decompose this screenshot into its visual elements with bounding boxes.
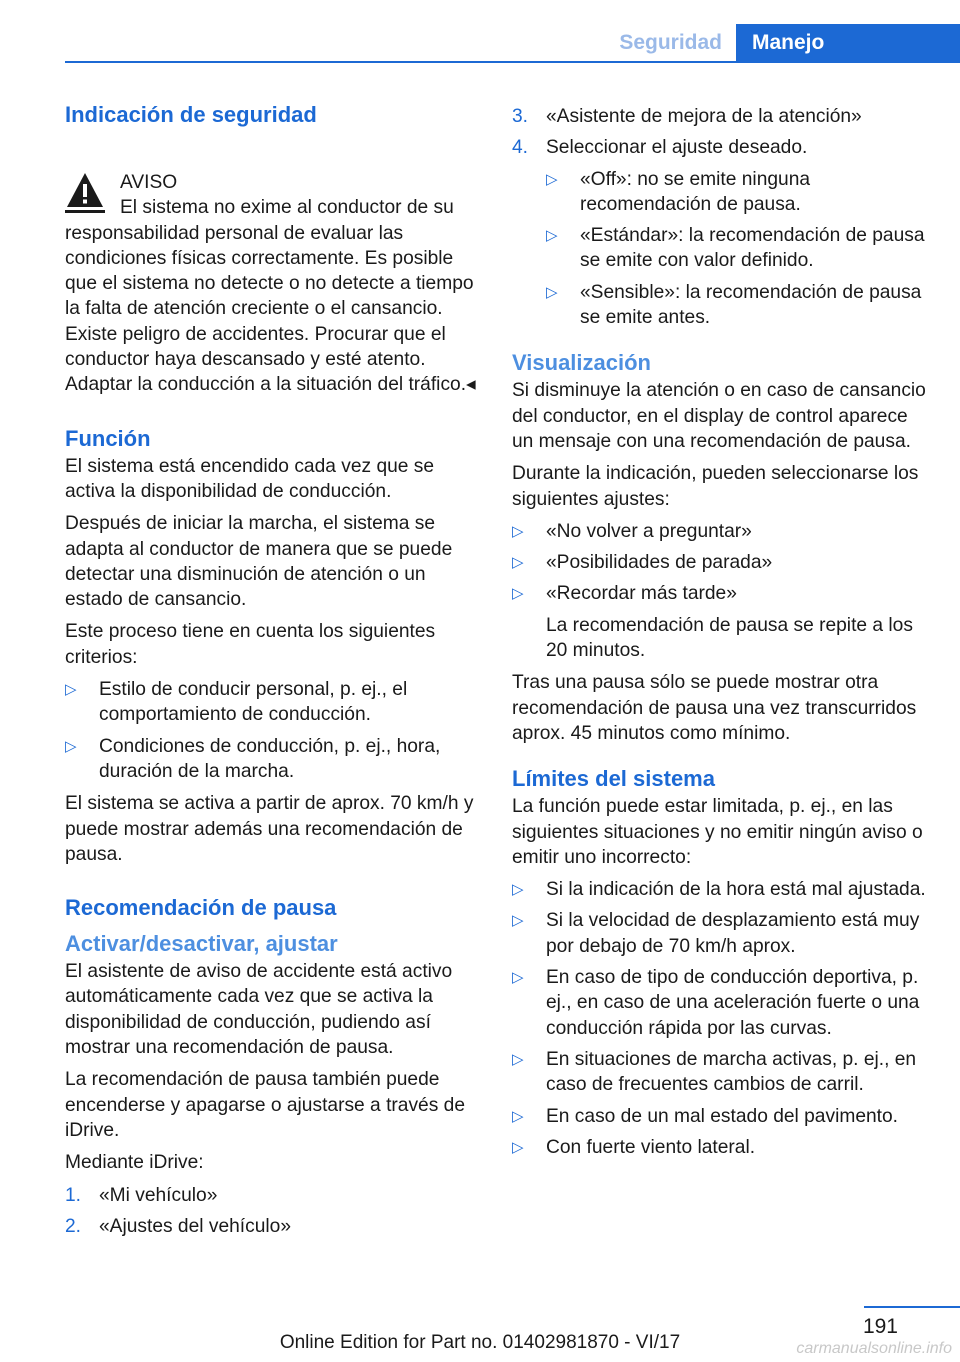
idrive-steps-continued [512,104,932,330]
list-item: ▷ Si la indicación de la hora está mal ajustada. [512,877,932,902]
list-item: ▷ «Recordar más tarde» La recomendación de pausa se repite a los 20 minutos. [512,583,913,662]
step-item: 2. «Ajustes del vehículo» [65,1215,291,1237]
step-item: 3. «Asistente de mejora de la atención» [512,106,862,127]
function-paragraph: El sistema está encendido cada vez que se activa la disponibilidad de conducción. [65,455,435,502]
list-item: ▷ «No volver a preguntar» [512,519,932,544]
warning-icon [65,170,105,214]
list-item: ▷ Con fuerte viento lateral. [512,1135,932,1160]
triangle-bullet-icon: ▷ [512,585,524,603]
triangle-bullet-icon: ▷ [512,522,524,540]
display-paragraph: Tras una pausa sólo se puede mostrar otra recomendación de pausa una vez transcurridos aprox. 45 minutos como mínimo. [512,672,917,744]
display-paragraph: Si disminuye la atención o en caso de cansancio del conductor, en el display de control aparece un mensaje con una recomendación de pausa. [512,380,926,452]
limits-paragraph: La función puede estar limitada, p. ej., en las siguientes situaciones y no emitir ningún aviso o emitir uno incorrecto: [512,796,923,868]
list-item: ▷ Condiciones de conducción, p. ej., hora, duración de la marcha. [65,735,441,782]
list-item: ▷ Estilo de conducir personal, p. ej., el comportamiento de conducción. [65,679,408,726]
list-item: ▷ En situaciones de marcha activas, p. ej., en caso de frecuentes cambios de carril. [512,1048,917,1096]
left-column [65,100,480,1246]
tab-manejo[interactable]: Manejo [736,24,960,61]
page-number: 191 [862,1315,898,1338]
function-paragraph: Después de iniciar la marcha, el sistema se adapta al conductor de manera que se puede detectar una disminución de atención o un estado de cansancio. [65,513,453,611]
display-paragraph: Durante la indicación, pueden seleccionarse los siguientes ajustes: [512,463,919,510]
triangle-bullet-icon: ▷ [512,969,524,987]
warning-text: responsabilidad personal de evaluar las condiciones físicas correctamente. Es posible que el sistema no detecte o no detecte a tiempo la falta de atención creciente o el cansancio. Existe peligro de accidentes. Procurar que el conductor haya descansado y esté atento. Adaptar la conducción a la situación del tráfico.◂ [65,222,476,396]
triangle-bullet-icon: ▷ [65,681,77,699]
function-paragraph: Este proceso tiene en cuenta los siguientes criterios: [65,621,436,668]
heading-limits: Límites del sistema [512,766,715,792]
criteria-list [65,677,480,784]
list-item: ▷ «Sensible»: la recomendación de pausa se emite antes. [546,281,922,329]
activate-paragraph: Mediante iDrive: [65,1152,204,1174]
activate-paragraph: El asistente de aviso de accidente está activo automáticamente cada vez que se activa la disponibilidad de conducción, pudiendo así mostrar una recomendación de pausa. [65,961,453,1059]
triangle-bullet-icon: ▷ [512,554,524,572]
list-item: ▷ En caso de tipo de conducción deportiva, p. ej., en caso de una aceleración fuerte o una conducción rápida por las curvas. [512,967,920,1039]
heading-break-recommendation: Recomendación de pausa [65,895,337,921]
edition-note: Online Edition for Part no. 01402981870 - VI/17 [279,1332,681,1353]
heading-activate: Activar/desactivar, ajustar [65,931,338,957]
triangle-bullet-icon: ▷ [512,1107,524,1125]
display-options [512,519,932,663]
triangle-bullet-icon: ▷ [512,1138,524,1156]
list-item: ▷ En caso de un mal estado del pavimento. [512,1104,932,1129]
heading-function: Función [65,425,151,451]
header-rule [65,61,960,63]
triangle-bullet-icon: ▷ [512,1050,524,1068]
activate-paragraph: La recomendación de pausa también puede encenderse y apagarse o ajustarse a través de iDrive. [65,1069,465,1141]
warning-label: AVISO [120,172,178,193]
list-item: ▷ «Posibilidades de parada» [512,550,932,575]
function-paragraph: El sistema se activa a partir de aprox. 70 km/h y puede mostrar además una recomendación de pausa. [65,793,474,865]
step-item: 1. «Mi vehículo» [65,1184,218,1206]
limits-list [512,877,932,1160]
list-item: ▷ «Estándar»: la recomendación de pausa se emite con valor definido. [546,225,925,272]
right-column [512,104,932,1167]
idrive-steps [65,1183,480,1240]
triangle-bullet-icon: ▷ [65,737,77,755]
tab-seguridad[interactable]: Seguridad [619,31,722,54]
list-item: ▷ «Off»: no se emite ninguna recomendación de pausa. [546,168,811,215]
triangle-bullet-icon: ▷ [512,912,524,930]
heading-safety: Indicación de seguridad [65,102,317,127]
watermark: carmanualsonline.info [796,1340,952,1357]
triangle-bullet-icon: ▷ [546,283,558,301]
setting-options [546,167,932,331]
list-item: ▷ Si la velocidad de desplazamiento está muy por debajo de 70 km/h aprox. [512,910,920,957]
warning-text-start: El sistema no exime al conductor de su [120,197,454,219]
warning-block [65,130,480,221]
heading-display: Visualización [512,350,651,376]
triangle-bullet-icon: ▷ [546,227,558,245]
triangle-bullet-icon: ▷ [512,881,524,899]
step-item: 4. Seleccionar el ajuste deseado. ▷ «Off»: no se emite ninguna recomendación de pausa. ▷ «Estándar»: la recomendación de pausa se emite con valor definido. ▷ «Sensible»: la recomendación de pausa se emite antes. [512,135,932,330]
triangle-bullet-icon: ▷ [546,170,558,188]
footer-rule [864,1306,960,1308]
